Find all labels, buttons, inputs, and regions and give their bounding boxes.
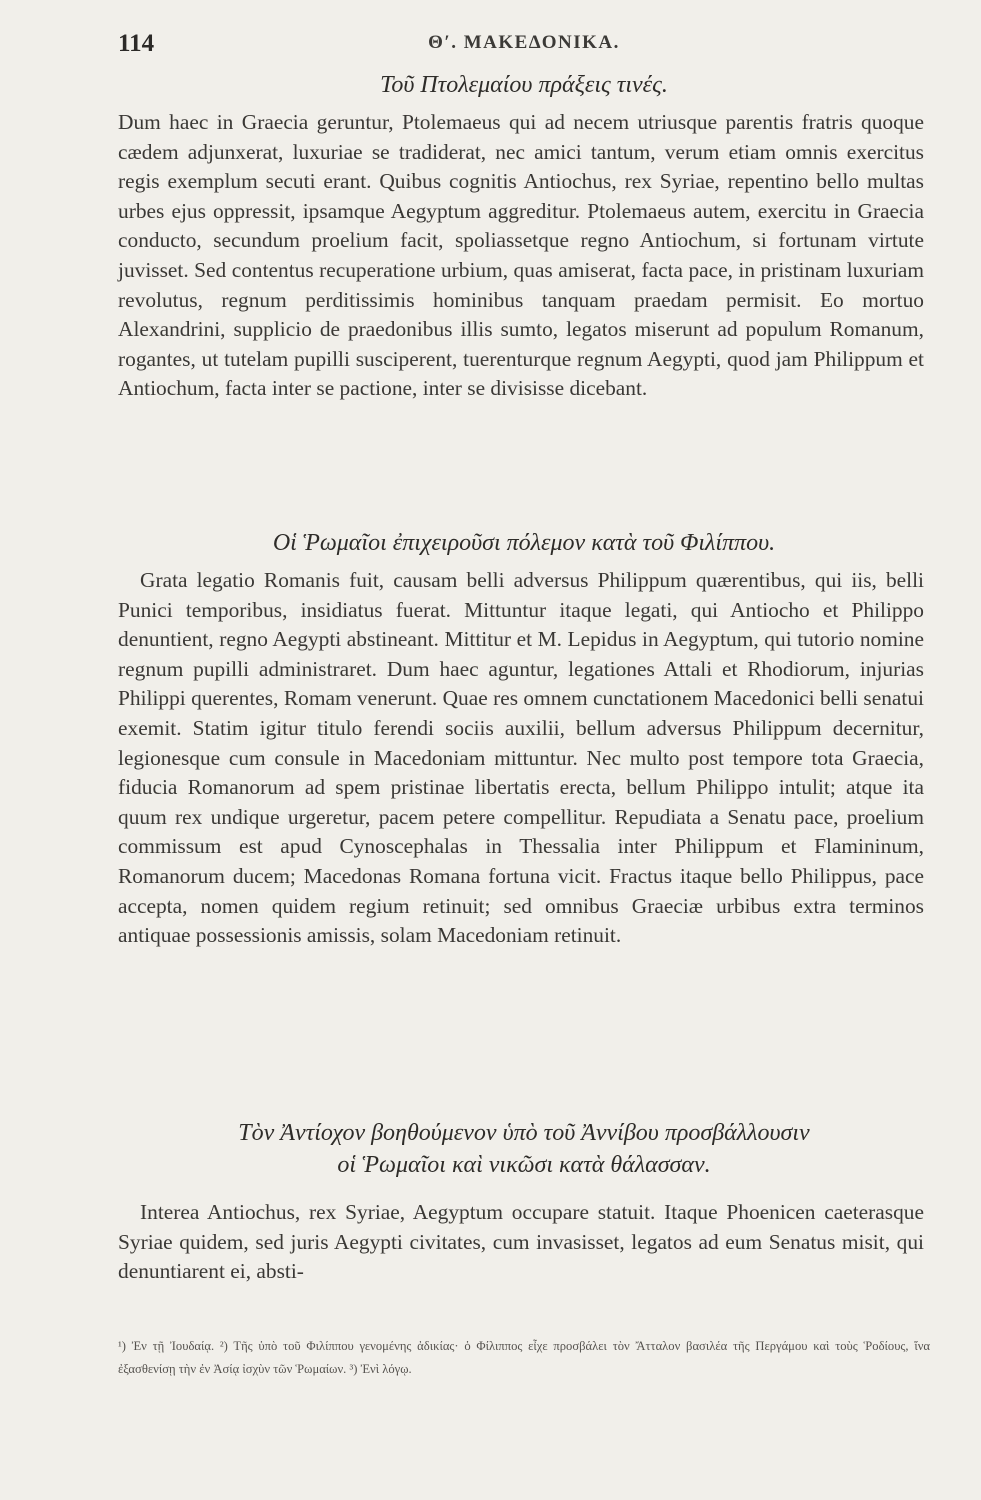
paragraph-ptolemy: Dum haec in Graecia geruntur, Ptolemaeus qui ad necem utriusque parentis fratris quoque cædem adjunxerat, luxuriae se tradiderat, nec amici tantum, verum etiam omnis exercitus regis exemplum secuti erant. Quibus cognitis Antiochus, rex Syriae, repentino bello multas urbes ejus oppressit, ipsamque Aegyptum aggreditur. Ptolemaeus autem, exercitu in Graecia conducto, secundum proelium facit, spoliassetque regno Antiochum, si fortunam virtute juvisset. Sed contentus recuperatione urbium, quas amiserat, facta pace, in pristinam luxuriam revolutus, regnum perditissimis hominibus tanquam praedam permisit. Eo mortuo Alexandrini, supplicio de praedonibus illis sumto, legatos miserunt ad populum Romanum, rogantes, ut tutelam pupilli susciperent, tuerenturque regnum Aegypti, quod jam Philippum et Antiochum, facta inter se pactione, inter se divisisse dicebant.: [118, 110, 924, 401]
section-heading-antiochus-line2: οἱ Ῥωμαῖοι καὶ νικῶσι κατὰ θάλασσαν.: [337, 1152, 711, 1178]
section-heading-romans-war: Οἱ Ῥωμαῖοι ἐπιχειροῦσι πόλεμον κατὰ τοῦ Φιλίππου.: [272, 530, 776, 556]
page-header: [118, 30, 930, 64]
section-heading-antiochus-line1: Τὸν Ἀντίοχον βοηθούμενον ὑπὸ τοῦ Ἀννίβου προσβάλλουσιν: [238, 1120, 810, 1146]
section-heading-ptolemy: Τοῦ Πτολεμαίου πράξεις τινές.: [380, 72, 668, 98]
paragraph-romans-war: Grata legatio Romanis fuit, causam belli adversus Philippum quærentibus, qui iis, belli Punici temporibus, insidiatus fuerat. Mittuntur itaque legati, qui Antiocho et Philippo denuntient, regno Aegypti abstineant. Mittitur et M. Lepidus in Aegyptum, qui tutorio nomine regnum pupilli administraret. Dum haec aguntur, legationes Attali et Rhodiorum, injurias Philippi querentes, Romam venerunt. Quae res omnem cunctationem Macedonici belli senatui exemit. Statim igitur titulo ferendi sociis auxilii, bellum adversus Philippum decernitur, legionesque cum consule in Macedoniam mittuntur. Nec multo post tempore tota Graecia, fiducia Romanorum ad spem pristinae libertatis erecta, bellum Philippo intulit; atque ita quum rex undique urgeretur, pacem petere compellitur. Repudiata a Senatu pace, proelium commissum est apud Cynoscephalas in Thessalia inter Philippum et Flamininum, Romanorum ducem; Macedonas Romana fortuna vicit. Fractus itaque bello Philippus, pace accepta, nomen quidem regium retinuit; sed omnibus Graeciæ urbibus extra terminos antiquae possessionis amissis, solam Macedoniam retinuit.: [118, 568, 924, 948]
page-number: 114: [118, 30, 155, 57]
footnotes: ¹) Ἐν τῇ Ἰουδαίᾳ. ²) Τῆς ὑπὸ τοῦ Φιλίππου γενομένης ἀδικίας· ὁ Φίλιππος εἶχε προσβάλει τὸν Ἄτταλον βασιλέα τῆς Περγάμου καὶ τοὺς Ῥοδίους, ἵνα ἐξασθενίσῃ τὴν ἐν Ἀσίᾳ ἰσχὺν τῶν Ῥωμαίων. ³) Ἐνὶ λόγῳ.: [118, 1339, 930, 1376]
paragraph-antiochus: Interea Antiochus, rex Syriae, Aegyptum occupare statuit. Itaque Phoenicen caeterasque Syriae quidem, sed juris Aegypti civitates, cum invasisset, legatos ad eum Senatus misit, qui denuntiarent ei, absti-: [118, 1200, 924, 1284]
running-title: Θʹ. ΜΑΚΕΔΟΝΙΚΑ.: [428, 32, 620, 53]
